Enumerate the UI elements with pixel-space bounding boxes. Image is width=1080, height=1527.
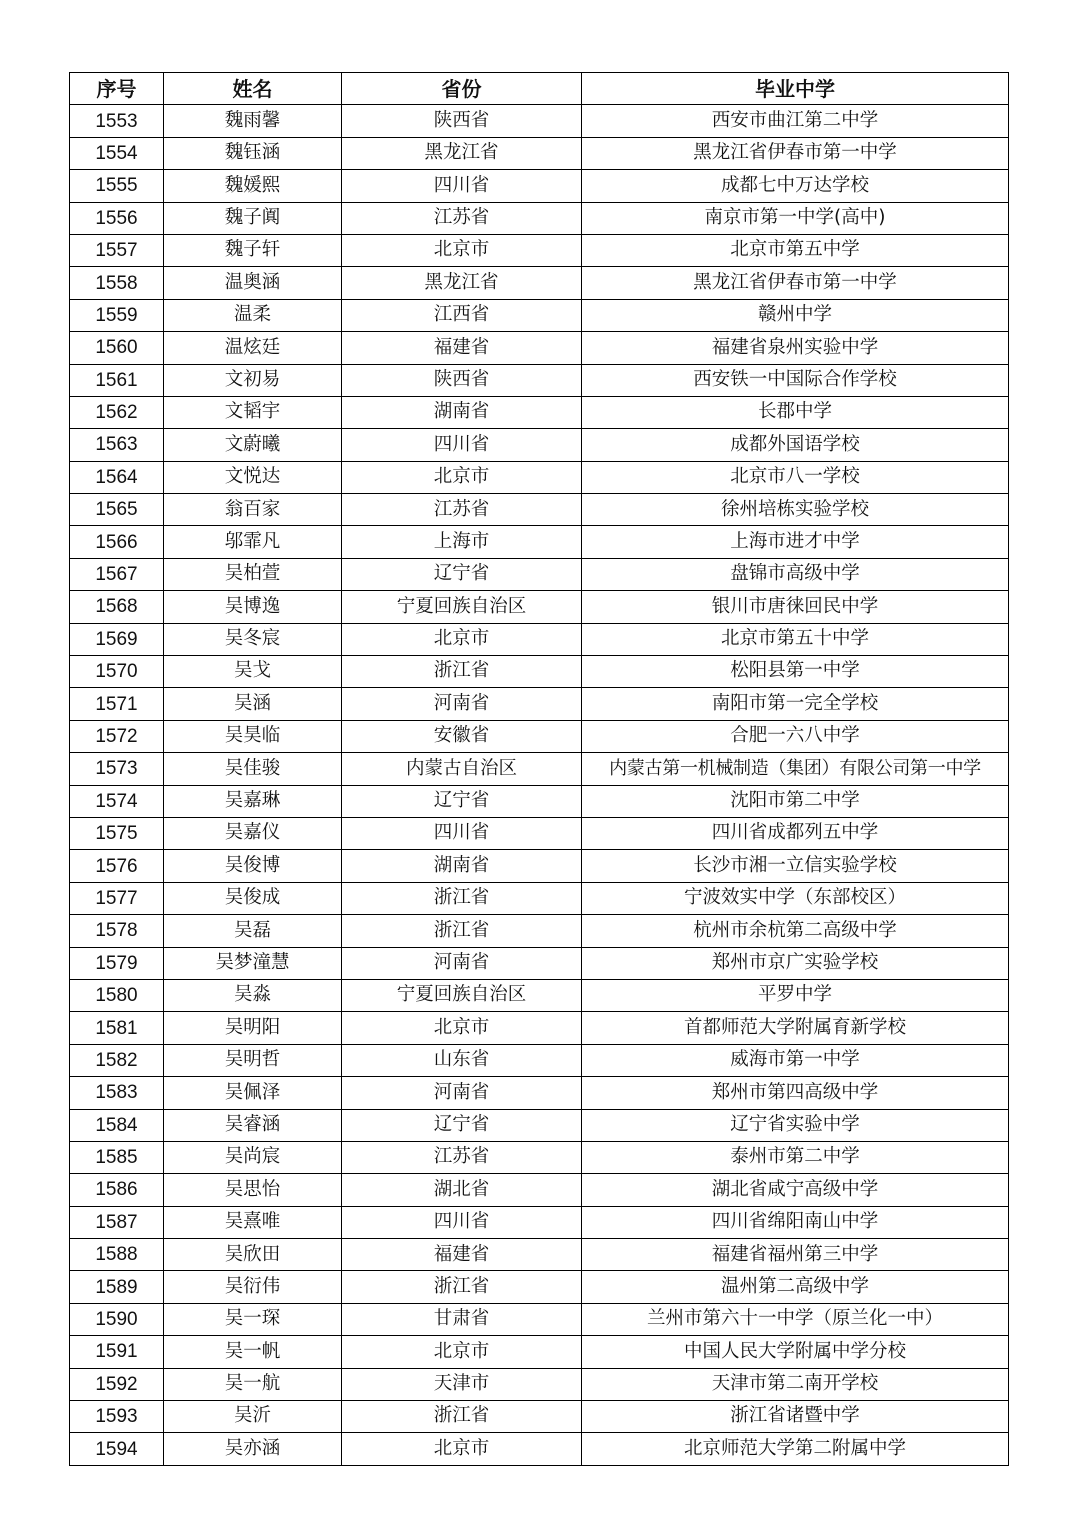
table-row xyxy=(70,1174,1009,1206)
table-row xyxy=(70,234,1009,266)
province: 陕西省 xyxy=(342,105,582,137)
student-name: 文韬宇 xyxy=(164,396,342,428)
graduating-school: 福建省福州第三中学 xyxy=(582,1239,1009,1271)
student-name: 吴熹唯 xyxy=(164,1206,342,1238)
student-name: 吴亦涵 xyxy=(164,1433,342,1465)
graduating-school: 合肥一六八中学 xyxy=(582,720,1009,752)
graduating-school: 长郡中学 xyxy=(582,396,1009,428)
student-name: 吴明阳 xyxy=(164,1012,342,1044)
graduating-school: 长沙市湘一立信实验学校 xyxy=(582,850,1009,882)
row-number: 1594 xyxy=(70,1433,164,1465)
graduating-school: 中国人民大学附属中学分校 xyxy=(582,1336,1009,1368)
student-name: 吴戈 xyxy=(164,656,342,688)
graduating-school: 成都外国语学校 xyxy=(582,429,1009,461)
province: 辽宁省 xyxy=(342,785,582,817)
row-number: 1581 xyxy=(70,1012,164,1044)
province: 北京市 xyxy=(342,1433,582,1465)
graduating-school: 赣州中学 xyxy=(582,299,1009,331)
student-name: 吴佩泽 xyxy=(164,1077,342,1109)
row-number: 1591 xyxy=(70,1336,164,1368)
student-name: 吴博逸 xyxy=(164,591,342,623)
table-row xyxy=(70,1368,1009,1400)
province: 江苏省 xyxy=(342,1141,582,1173)
table-row xyxy=(70,170,1009,202)
row-number: 1576 xyxy=(70,850,164,882)
province: 北京市 xyxy=(342,461,582,493)
graduating-school: 沈阳市第二中学 xyxy=(582,785,1009,817)
row-number: 1577 xyxy=(70,882,164,914)
province: 江西省 xyxy=(342,299,582,331)
table-row xyxy=(70,720,1009,752)
header-school: 毕业中学 xyxy=(582,73,1009,105)
province: 四川省 xyxy=(342,1206,582,1238)
province: 浙江省 xyxy=(342,882,582,914)
table-row xyxy=(70,137,1009,169)
row-number: 1571 xyxy=(70,688,164,720)
table-row xyxy=(70,850,1009,882)
province: 湖南省 xyxy=(342,396,582,428)
student-name: 魏媛熙 xyxy=(164,170,342,202)
row-number: 1583 xyxy=(70,1077,164,1109)
table-row xyxy=(70,1141,1009,1173)
student-name: 吴嘉琳 xyxy=(164,785,342,817)
graduating-school: 南阳市第一完全学校 xyxy=(582,688,1009,720)
student-name: 吴俊博 xyxy=(164,850,342,882)
province: 山东省 xyxy=(342,1044,582,1076)
graduating-school: 徐州培栋实验学校 xyxy=(582,494,1009,526)
student-name: 吴一航 xyxy=(164,1368,342,1400)
graduating-school: 松阳县第一中学 xyxy=(582,656,1009,688)
province: 天津市 xyxy=(342,1368,582,1400)
province: 河南省 xyxy=(342,1077,582,1109)
table-row xyxy=(70,429,1009,461)
row-number: 1572 xyxy=(70,720,164,752)
graduating-school: 郑州市京广实验学校 xyxy=(582,947,1009,979)
student-name: 吴嘉仪 xyxy=(164,817,342,849)
graduating-school: 宁波效实中学（东部校区） xyxy=(582,882,1009,914)
student-name: 吴梦潼慧 xyxy=(164,947,342,979)
table-row xyxy=(70,1433,1009,1465)
table-row xyxy=(70,882,1009,914)
province: 北京市 xyxy=(342,1012,582,1044)
row-number: 1586 xyxy=(70,1174,164,1206)
row-number: 1566 xyxy=(70,526,164,558)
province: 辽宁省 xyxy=(342,1109,582,1141)
province: 湖南省 xyxy=(342,850,582,882)
province: 北京市 xyxy=(342,1336,582,1368)
student-name: 文悦达 xyxy=(164,461,342,493)
graduating-school: 成都七中万达学校 xyxy=(582,170,1009,202)
student-name: 吴涵 xyxy=(164,688,342,720)
table-row xyxy=(70,947,1009,979)
header-name: 姓名 xyxy=(164,73,342,105)
row-number: 1584 xyxy=(70,1109,164,1141)
student-name: 吴磊 xyxy=(164,915,342,947)
graduating-school: 泰州市第二中学 xyxy=(582,1141,1009,1173)
graduating-school: 四川省绵阳南山中学 xyxy=(582,1206,1009,1238)
row-number: 1565 xyxy=(70,494,164,526)
row-number: 1569 xyxy=(70,623,164,655)
graduating-school: 北京市第五中学 xyxy=(582,234,1009,266)
row-number: 1564 xyxy=(70,461,164,493)
province: 内蒙古自治区 xyxy=(342,753,582,785)
student-name: 魏雨馨 xyxy=(164,105,342,137)
province: 湖北省 xyxy=(342,1174,582,1206)
graduating-school: 北京市八一学校 xyxy=(582,461,1009,493)
table-row xyxy=(70,461,1009,493)
row-number: 1592 xyxy=(70,1368,164,1400)
student-name: 吴冬宸 xyxy=(164,623,342,655)
graduating-school: 内蒙古第一机械制造（集团）有限公司第一中学 xyxy=(582,753,1009,785)
province: 北京市 xyxy=(342,234,582,266)
province: 河南省 xyxy=(342,688,582,720)
student-name: 吴尚宸 xyxy=(164,1141,342,1173)
student-name: 吴淼 xyxy=(164,979,342,1011)
row-number: 1590 xyxy=(70,1303,164,1335)
student-name: 吴一帆 xyxy=(164,1336,342,1368)
table-row xyxy=(70,1239,1009,1271)
graduating-school: 北京市第五十中学 xyxy=(582,623,1009,655)
graduating-school: 天津市第二南开学校 xyxy=(582,1368,1009,1400)
graduating-school: 湖北省咸宁高级中学 xyxy=(582,1174,1009,1206)
table-row xyxy=(70,785,1009,817)
graduating-school: 福建省泉州实验中学 xyxy=(582,332,1009,364)
header-number: 序号 xyxy=(70,73,164,105)
student-roster-table xyxy=(69,72,1009,1466)
graduating-school: 盘锦市高级中学 xyxy=(582,558,1009,590)
row-number: 1588 xyxy=(70,1239,164,1271)
row-number: 1555 xyxy=(70,170,164,202)
province: 宁夏回族自治区 xyxy=(342,979,582,1011)
province: 安徽省 xyxy=(342,720,582,752)
province: 河南省 xyxy=(342,947,582,979)
row-number: 1562 xyxy=(70,396,164,428)
row-number: 1574 xyxy=(70,785,164,817)
province: 甘肃省 xyxy=(342,1303,582,1335)
row-number: 1559 xyxy=(70,299,164,331)
province: 浙江省 xyxy=(342,915,582,947)
row-number: 1570 xyxy=(70,656,164,688)
table-row xyxy=(70,1206,1009,1238)
student-name: 吴衍伟 xyxy=(164,1271,342,1303)
student-name: 文初易 xyxy=(164,364,342,396)
student-name: 魏钰涵 xyxy=(164,137,342,169)
province: 四川省 xyxy=(342,817,582,849)
graduating-school: 西安铁一中国际合作学校 xyxy=(582,364,1009,396)
student-name: 温奥涵 xyxy=(164,267,342,299)
row-number: 1563 xyxy=(70,429,164,461)
province: 四川省 xyxy=(342,429,582,461)
table-row xyxy=(70,656,1009,688)
table-row xyxy=(70,1012,1009,1044)
row-number: 1557 xyxy=(70,234,164,266)
student-name: 吴俊成 xyxy=(164,882,342,914)
row-number: 1593 xyxy=(70,1401,164,1433)
row-number: 1582 xyxy=(70,1044,164,1076)
row-number: 1578 xyxy=(70,915,164,947)
table-row xyxy=(70,1303,1009,1335)
province: 黑龙江省 xyxy=(342,137,582,169)
student-name: 吴明哲 xyxy=(164,1044,342,1076)
row-number: 1558 xyxy=(70,267,164,299)
table-row xyxy=(70,299,1009,331)
graduating-school: 杭州市余杭第二高级中学 xyxy=(582,915,1009,947)
table-row xyxy=(70,915,1009,947)
province: 福建省 xyxy=(342,332,582,364)
table-row xyxy=(70,817,1009,849)
graduating-school: 上海市进才中学 xyxy=(582,526,1009,558)
table-row xyxy=(70,979,1009,1011)
table-row xyxy=(70,526,1009,558)
row-number: 1573 xyxy=(70,753,164,785)
row-number: 1587 xyxy=(70,1206,164,1238)
table-row xyxy=(70,1109,1009,1141)
student-name: 翁百家 xyxy=(164,494,342,526)
province: 福建省 xyxy=(342,1239,582,1271)
province: 陕西省 xyxy=(342,364,582,396)
table-row xyxy=(70,1401,1009,1433)
row-number: 1579 xyxy=(70,947,164,979)
province: 黑龙江省 xyxy=(342,267,582,299)
province: 江苏省 xyxy=(342,494,582,526)
student-name: 吴佳骏 xyxy=(164,753,342,785)
table-row xyxy=(70,1077,1009,1109)
province: 上海市 xyxy=(342,526,582,558)
student-name: 吴昊临 xyxy=(164,720,342,752)
graduating-school: 四川省成都列五中学 xyxy=(582,817,1009,849)
student-name: 文蔚曦 xyxy=(164,429,342,461)
province: 浙江省 xyxy=(342,1271,582,1303)
student-name: 温柔 xyxy=(164,299,342,331)
province: 宁夏回族自治区 xyxy=(342,591,582,623)
row-number: 1560 xyxy=(70,332,164,364)
graduating-school: 威海市第一中学 xyxy=(582,1044,1009,1076)
row-number: 1589 xyxy=(70,1271,164,1303)
row-number: 1568 xyxy=(70,591,164,623)
graduating-school: 浙江省诸暨中学 xyxy=(582,1401,1009,1433)
graduating-school: 郑州市第四高级中学 xyxy=(582,1077,1009,1109)
student-name: 吴睿涵 xyxy=(164,1109,342,1141)
row-number: 1554 xyxy=(70,137,164,169)
student-name: 邬霏凡 xyxy=(164,526,342,558)
table-row xyxy=(70,332,1009,364)
row-number: 1556 xyxy=(70,202,164,234)
row-number: 1561 xyxy=(70,364,164,396)
student-name: 魏子阗 xyxy=(164,202,342,234)
table-row xyxy=(70,1271,1009,1303)
table-row xyxy=(70,267,1009,299)
graduating-school: 兰州市第六十一中学（原兰化一中） xyxy=(582,1303,1009,1335)
student-name: 吴欣田 xyxy=(164,1239,342,1271)
province: 江苏省 xyxy=(342,202,582,234)
header-row xyxy=(70,73,1009,105)
row-number: 1553 xyxy=(70,105,164,137)
province: 辽宁省 xyxy=(342,558,582,590)
row-number: 1567 xyxy=(70,558,164,590)
student-name: 温炫廷 xyxy=(164,332,342,364)
roster-sheet xyxy=(69,72,1008,1466)
row-number: 1580 xyxy=(70,979,164,1011)
table-row xyxy=(70,688,1009,720)
student-name: 吴沂 xyxy=(164,1401,342,1433)
table-row xyxy=(70,364,1009,396)
table-row xyxy=(70,591,1009,623)
graduating-school: 平罗中学 xyxy=(582,979,1009,1011)
graduating-school: 首都师范大学附属育新学校 xyxy=(582,1012,1009,1044)
student-name: 吴思怡 xyxy=(164,1174,342,1206)
student-name: 吴一琛 xyxy=(164,1303,342,1335)
table-row xyxy=(70,1044,1009,1076)
table-row xyxy=(70,623,1009,655)
table-row xyxy=(70,105,1009,137)
table-row xyxy=(70,396,1009,428)
header-province: 省份 xyxy=(342,73,582,105)
graduating-school: 温州第二高级中学 xyxy=(582,1271,1009,1303)
row-number: 1575 xyxy=(70,817,164,849)
graduating-school: 黑龙江省伊春市第一中学 xyxy=(582,267,1009,299)
province: 浙江省 xyxy=(342,1401,582,1433)
graduating-school: 辽宁省实验中学 xyxy=(582,1109,1009,1141)
student-name: 吴柏萱 xyxy=(164,558,342,590)
table-row xyxy=(70,753,1009,785)
graduating-school: 西安市曲江第二中学 xyxy=(582,105,1009,137)
table-row xyxy=(70,1336,1009,1368)
graduating-school: 北京师范大学第二附属中学 xyxy=(582,1433,1009,1465)
table-row xyxy=(70,202,1009,234)
graduating-school: 银川市唐徕回民中学 xyxy=(582,591,1009,623)
row-number: 1585 xyxy=(70,1141,164,1173)
student-name: 魏子轩 xyxy=(164,234,342,266)
province: 四川省 xyxy=(342,170,582,202)
province: 浙江省 xyxy=(342,656,582,688)
table-row xyxy=(70,558,1009,590)
table-row xyxy=(70,494,1009,526)
graduating-school: 黑龙江省伊春市第一中学 xyxy=(582,137,1009,169)
roster-body xyxy=(70,105,1009,1465)
province: 北京市 xyxy=(342,623,582,655)
graduating-school: 南京市第一中学(高中) xyxy=(582,202,1009,234)
